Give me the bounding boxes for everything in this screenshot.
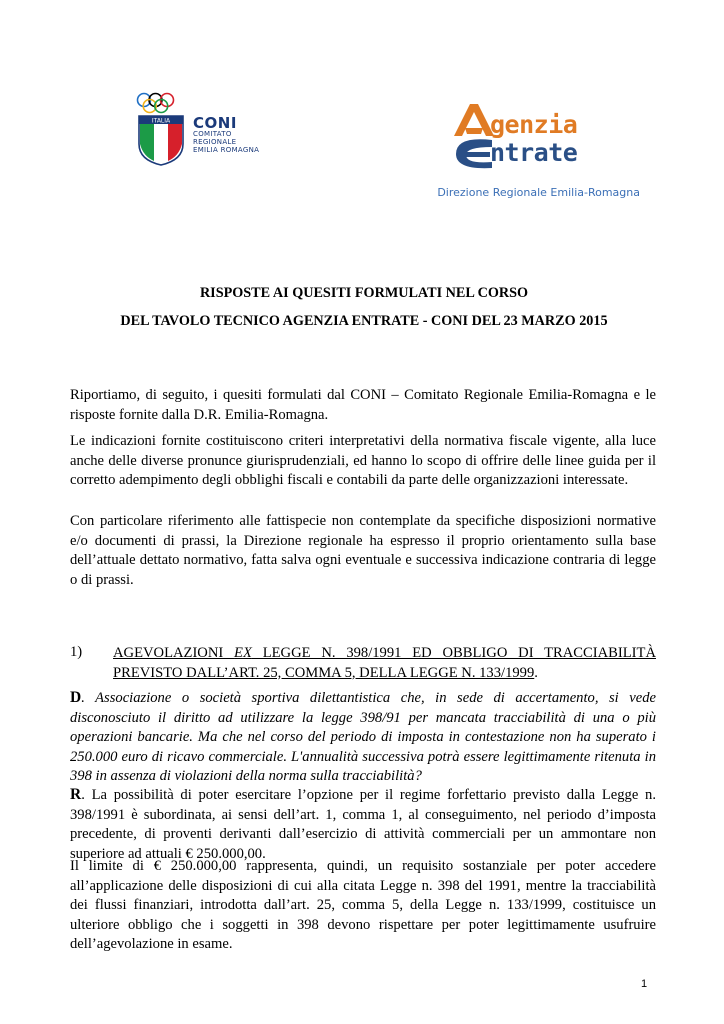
- entrate-word: ntrate: [490, 138, 578, 167]
- intro-paragraph: Riportiamo, di seguito, i quesiti formulati dal CONI – Comitato Regionale Emilia-Romagna e le risposte fornite dalla D.R. Emilia-Romagna.: [70, 387, 656, 423]
- intro-paragraph: Le indicazioni fornite costituiscono criteri interpretativi della normativa fiscale vigente, alla luce anche delle diverse pronunce giurisprudenziali, ed hanno lo scopo di offrire delle linee guida per il corretto adempimento degli obblighi fiscali e contabili da parte delle organizzazioni interessate.: [70, 433, 656, 489]
- section-heading-text: LEGGE N. 398/1991 ED OBBLIGO DI TRACCIABILITÀ PREVISTO DALL’ART. 25, COMMA 5, DELLA LEGGE N. 133/1999: [113, 645, 656, 681]
- intro-paragraph: Con particolare riferimento alle fattispecie non contemplate da specifiche disposizioni normative e/o documenti di prassi, la Direzione regionale ha espresso il proprio orientamento sulla base dell’attuale dettato normativo, fatta salva ogni eventuale e successiva indicazione contraria di legge o di prassi.: [70, 513, 656, 588]
- agenzia-word: genzia: [490, 110, 578, 139]
- coni-sub-line: REGIONALE: [193, 138, 237, 146]
- answer-paragraph: [70, 785, 656, 864]
- agenzia-entrate-logo: [448, 100, 623, 175]
- answer-paragraph: Il limite di € 250.000,00 rappresenta, quindi, un requisito sostanziale per poter accedere all’applicazione delle disposizioni di cui alla citata Legge n. 398 del 1991, mentre la tracciabilità dei flussi finanziari, introdotta dall’art. 25, comma 5, della Legge n. 133/1999, costituisce un ulteriore obbligo che i soggetti in 398 devono rispettare per poter legittimamente usufruire dell’agevolazione in esame.: [70, 858, 656, 953]
- coni-sub-line: COMITATO: [193, 130, 232, 138]
- question-lead: D: [70, 689, 82, 706]
- italia-label: ITALIA: [151, 117, 171, 125]
- section-heading-italic: EX: [234, 645, 252, 661]
- coni-subtitle: [193, 130, 259, 154]
- section-heading-end: .: [534, 664, 538, 681]
- question-text: . Associazione o società sportiva dilettantistica che, in sede di accertamento, si vede disconosciuto il diritto ad utilizzare la legge 398/91 per mancata tracciabilità di una o più operazioni bancarie. Ma che nel corso del periodo di imposta in contestazione non ha superato i 250.000 euro di ricavo commerciale. L'annualità successiva potrà essere legittimamente ritenuta in 398 in assenza di violazioni della norma sulla tracciabilità?: [70, 690, 656, 785]
- question-paragraph: [70, 688, 656, 787]
- coni-sub-line: EMILIA ROMAGNA: [193, 146, 260, 154]
- answer-text: . La possibilità di poter esercitare l’opzione per il regime forfettario previsto dalla Legge n. 398/1991 è subordinata, ai sensi dell’art. 1, comma 1, al conseguimento, nel periodo d’imposta precedente, di proventi derivanti dall’esercizio di attività commerciali per un ammontare non superiore ad attuali € 250.000,00.: [70, 787, 656, 862]
- document-title-line-2: DEL TAVOLO TECNICO AGENZIA ENTRATE - CONI DEL 23 MARZO 2015: [120, 313, 608, 329]
- direzione-regionale-label: Direzione Regionale Emilia-Romagna: [437, 186, 640, 199]
- section-number: 1): [70, 644, 83, 660]
- document-title-line-1: RISPOSTE AI QUESITI FORMULATI NEL CORSO: [199, 285, 529, 301]
- section-heading-text: AGEVOLAZIONI: [113, 645, 235, 661]
- section-heading: [113, 644, 656, 683]
- olympic-rings-icon: [135, 92, 191, 114]
- page-number: 1: [641, 978, 648, 990]
- coni-logo: [135, 92, 285, 172]
- answer-lead: R: [70, 786, 82, 803]
- italia-shield-icon: [137, 114, 185, 166]
- coni-name: CONI: [193, 114, 237, 132]
